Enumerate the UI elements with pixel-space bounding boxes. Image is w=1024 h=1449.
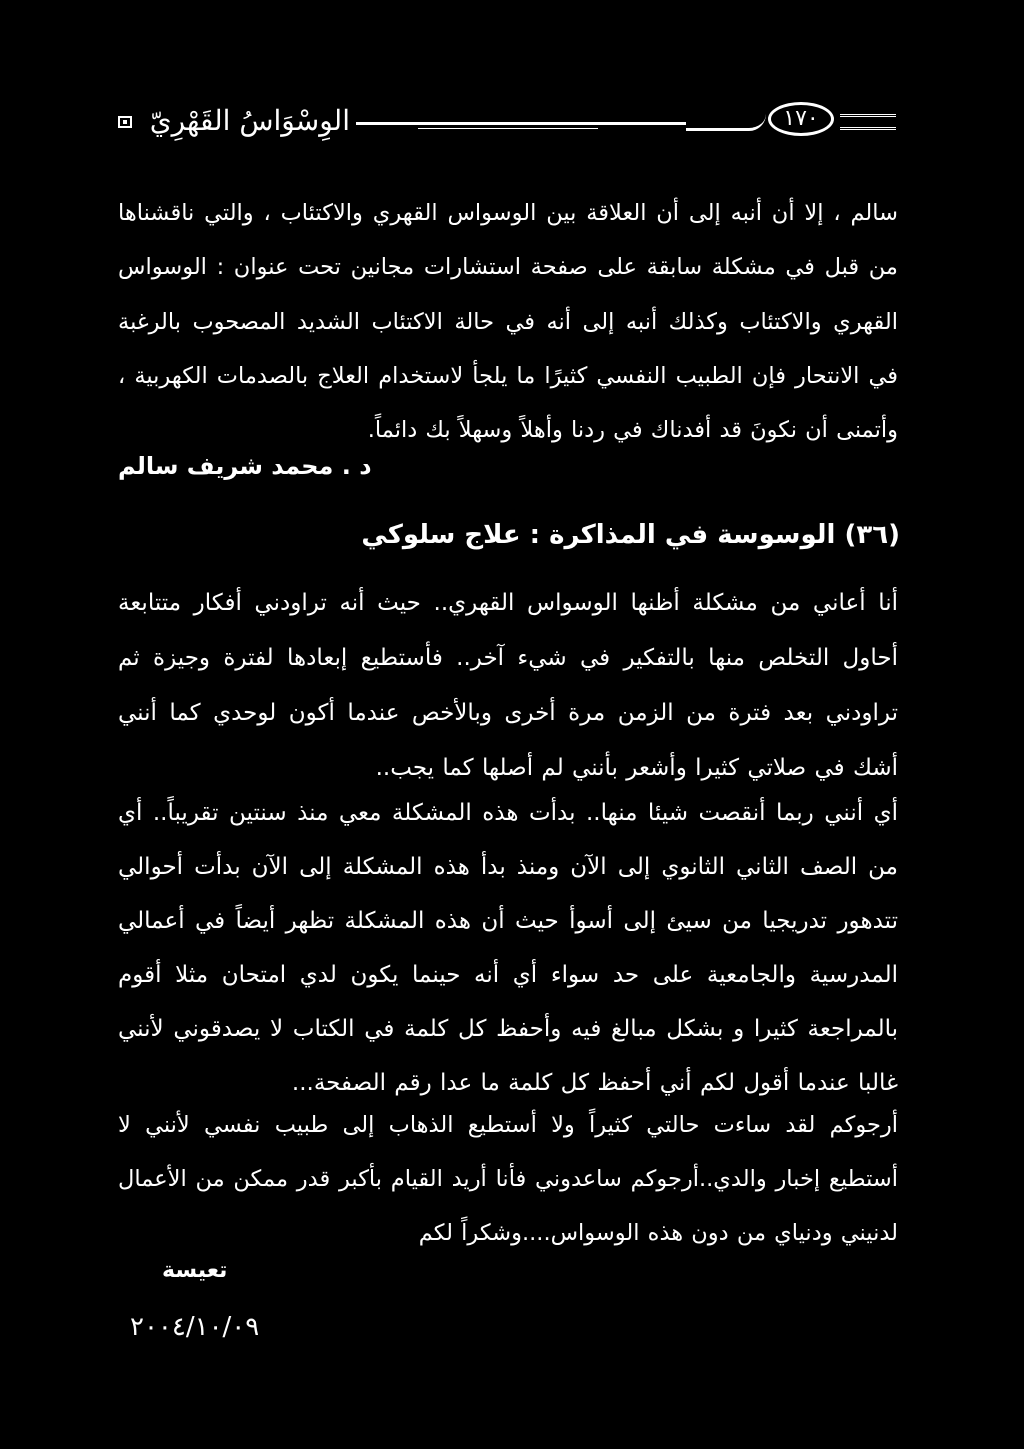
intro-paragraph: سالم ، إلا أن أنبه إلى أن العلاقة بين الوسواس القهري والاكتئاب ، والتي ناقشناها من قبل في مشكلة سابقة على صفحة استشارات مجانين تحت عنوان : الوسواس القهري والاكتئاب وكذلك أنبه إلى أنه في حالة الاكتئاب الشديد المصحوب بالرغبة في الانتحار فإن الطبيب النفسي كثيرًا ما يلجأ لاستخدام العلاج بالصدمات الكهربية ، وأتمنى أن نكونَ قد أفدناك في ردنا وأهلاً وسهلاً بك دائماً. bbox=[118, 200, 898, 444]
ornament-icon bbox=[840, 114, 896, 130]
question-paragraph-3: أرجوكم لقد ساءت حالتي كثيراً ولا أستطيع الذهاب إلى طبيب نفسي لأنني لا أستطيع إخبار والدي..أرجوكم ساعدوني فأنا أريد القيام بأكبر قدر ممكن من الأعمال لدنيني ودنياي من دون هذه الوسواس....وشكراً لكم bbox=[118, 1112, 898, 1246]
running-title: الوِسْوَاسُ القَهْرِيّ bbox=[149, 104, 350, 137]
page-header bbox=[118, 100, 898, 144]
page-number: ١٧٠ bbox=[768, 102, 834, 136]
sender-date: ٢٠٠٤/١٠/٠٩ bbox=[130, 1312, 260, 1342]
author-signature: د . محمد شريف سالم bbox=[118, 452, 372, 480]
section-heading: (٣٦) الوسوسة في المذاكرة : علاج سلوكي bbox=[361, 520, 900, 550]
ornament-icon bbox=[118, 116, 132, 128]
sender-name: تعيسة bbox=[162, 1258, 228, 1283]
question-paragraph-1: أنا أعاني من مشكلة أظنها الوسواس القهري.. حيث أنه تراودني أفكار متتابعة أحاول التخلص منها بالتفكير في شيء آخر.. فأستطيع إبعادها لفترة وجيزة ثم تراودني بعد فترة من الزمن مرة أخرى وبالأخص عندما أكون لوحدي كما أنني أشك في صلاتي كثيرا وأشعر بأنني لم أصلها كما يجب.. bbox=[118, 590, 898, 781]
header-rule bbox=[356, 122, 686, 125]
header-rule-thin bbox=[418, 128, 598, 129]
question-paragraph-2: أي أنني ربما أنقصت شيئا منها.. بدأت هذه المشكلة معي منذ سنتين تقريباً.. أي من الصف الثاني الثانوي إلى الآن ومنذ بدأ هذه المشكلة إلى الآن بدأت أحوالي تتدهور تدريجيا من سيئ إلى أسوأ حيث أن هذه المشكلة تظهر أيضاً في أعمالي المدرسية والجامعية على حد سواء أي أنه حينما يكون لدي امتحان مثلا أقوم بالمراجعة كثيرا و بشكل مبالغ فيه وأحفظ كل كلمة في الكتاب لا يصدقوني لأنني غالبا عندما أقول لكم أني أحفظ كل كلمة ما عدا رقم الصفحة... bbox=[118, 800, 898, 1096]
flourish-icon bbox=[686, 114, 766, 131]
